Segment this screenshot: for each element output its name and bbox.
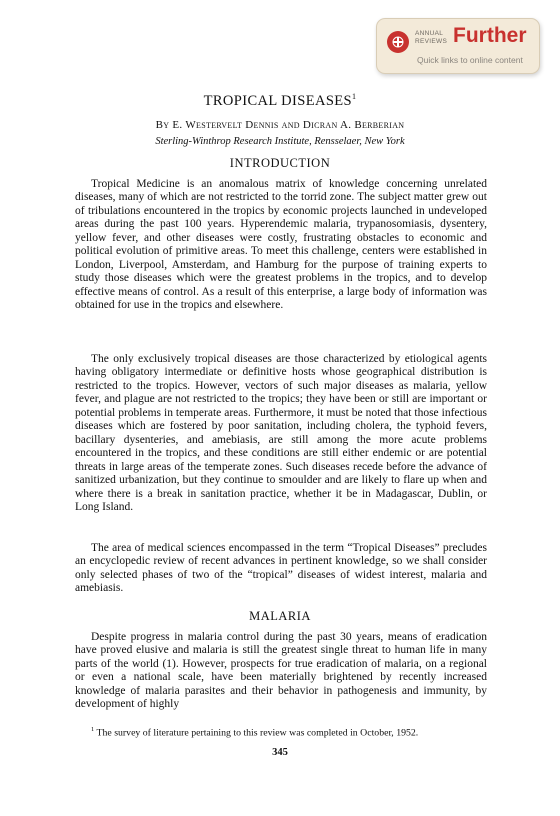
annual-reviews-logo-icon <box>387 31 409 53</box>
section-heading-introduction: INTRODUCTION <box>229 156 331 170</box>
title-text: TROPICAL DISEASES <box>203 92 353 109</box>
intro-paragraph-1: Tropical Medicine is an anomalous matrix of knowledge concerning unrelated diseases, many of which are not restricted to the torrid zone. The subject matter grew out of tribulations encountered in the tropics by economic projects launched in undeveloped areas during the past 100 years. Hyperendemic malaria, trypanosomiasis, dysentery, yellow fever, and other diseases were costly, frustrating obstacles to economic and political evolution of primitive areas. To meet this challenge, centers were established in London, Liverpool, Amsterdam, and Hamburg for the purpose of training experts to study those diseases which were the greatest problems in the tropics, and to develop effective means of control. As a result of this enterprise, a large body of information was obtained for use in the tropics and elsewhere. <box>75 178 487 312</box>
section-heading-malaria: MALARIA <box>249 609 311 623</box>
further-badge[interactable] <box>376 18 540 74</box>
intro-paragraph-2: The only exclusively tropical diseases are those characterized by etiological agents having obligatory intermediate or definitive hosts whose geographical distribution is restricted to the tropics. However, vectors of such major diseases as malaria, yellow fever, and plague are not restricted to the tropics; they have been or still are important or potential problems in temperate areas. Furthermore, it must be noted that those infectious diseases which are fostered by poor sanitation, including cholera, the typhoid fevers, bacillary dysenteries, and amebiasis, are still among the more acute problems encountered in the tropics, and these conditions are still either endemic or are potential threats in large areas of the temperate zones. Such diseases recede before the advance of sanitized urbanization, but they continue to smoulder and are likely to flare up when and where there is a break in sanitation practice, whether it be in Madagascar, Dublin, or Long Island. <box>75 353 487 513</box>
badge-subtitle[interactable]: Quick links to online content <box>417 55 523 65</box>
badge-small-line2: REVIEWS <box>415 37 448 45</box>
footnote-text: The survey of literature pertaining to this review was completed in October, 1952. <box>96 727 419 739</box>
article-authors: By E. Westervelt Dennis and Dicran A. Berberian <box>155 119 405 131</box>
footnote <box>75 726 487 738</box>
badge-further-word[interactable]: Further <box>453 24 527 47</box>
malaria-paragraph-1: Despite progress in malaria control during the past 30 years, means of eradication have proved elusive and malaria is still the greatest single threat to human life in many parts of the world (1). However, prospects for true eradication of malaria, on a regional or even a national scale, have been materially brightened by recently increased knowledge of malaria parasites and their behavior in pathogenesis and immunity, by development of highly <box>75 631 487 711</box>
page-number: 345 <box>272 747 288 758</box>
footnote-mark: 1 <box>91 726 95 733</box>
badge-publisher-name <box>415 30 447 45</box>
intro-paragraph-3: The area of medical sciences encompassed in the term “Tropical Diseases” precludes an encyclopedic review of recent advances in pertinent knowledge, so we shall consider only selected phases of two of the “tropical” diseases of widest interest, malaria and amebiasis. <box>75 542 487 595</box>
badge-small-line1: ANNUAL <box>415 30 444 37</box>
article-affiliation: Sterling-Winthrop Research Institute, Rensselaer, New York <box>155 136 405 147</box>
article-title <box>0 92 560 110</box>
title-footnote-mark: 1 <box>352 92 357 101</box>
